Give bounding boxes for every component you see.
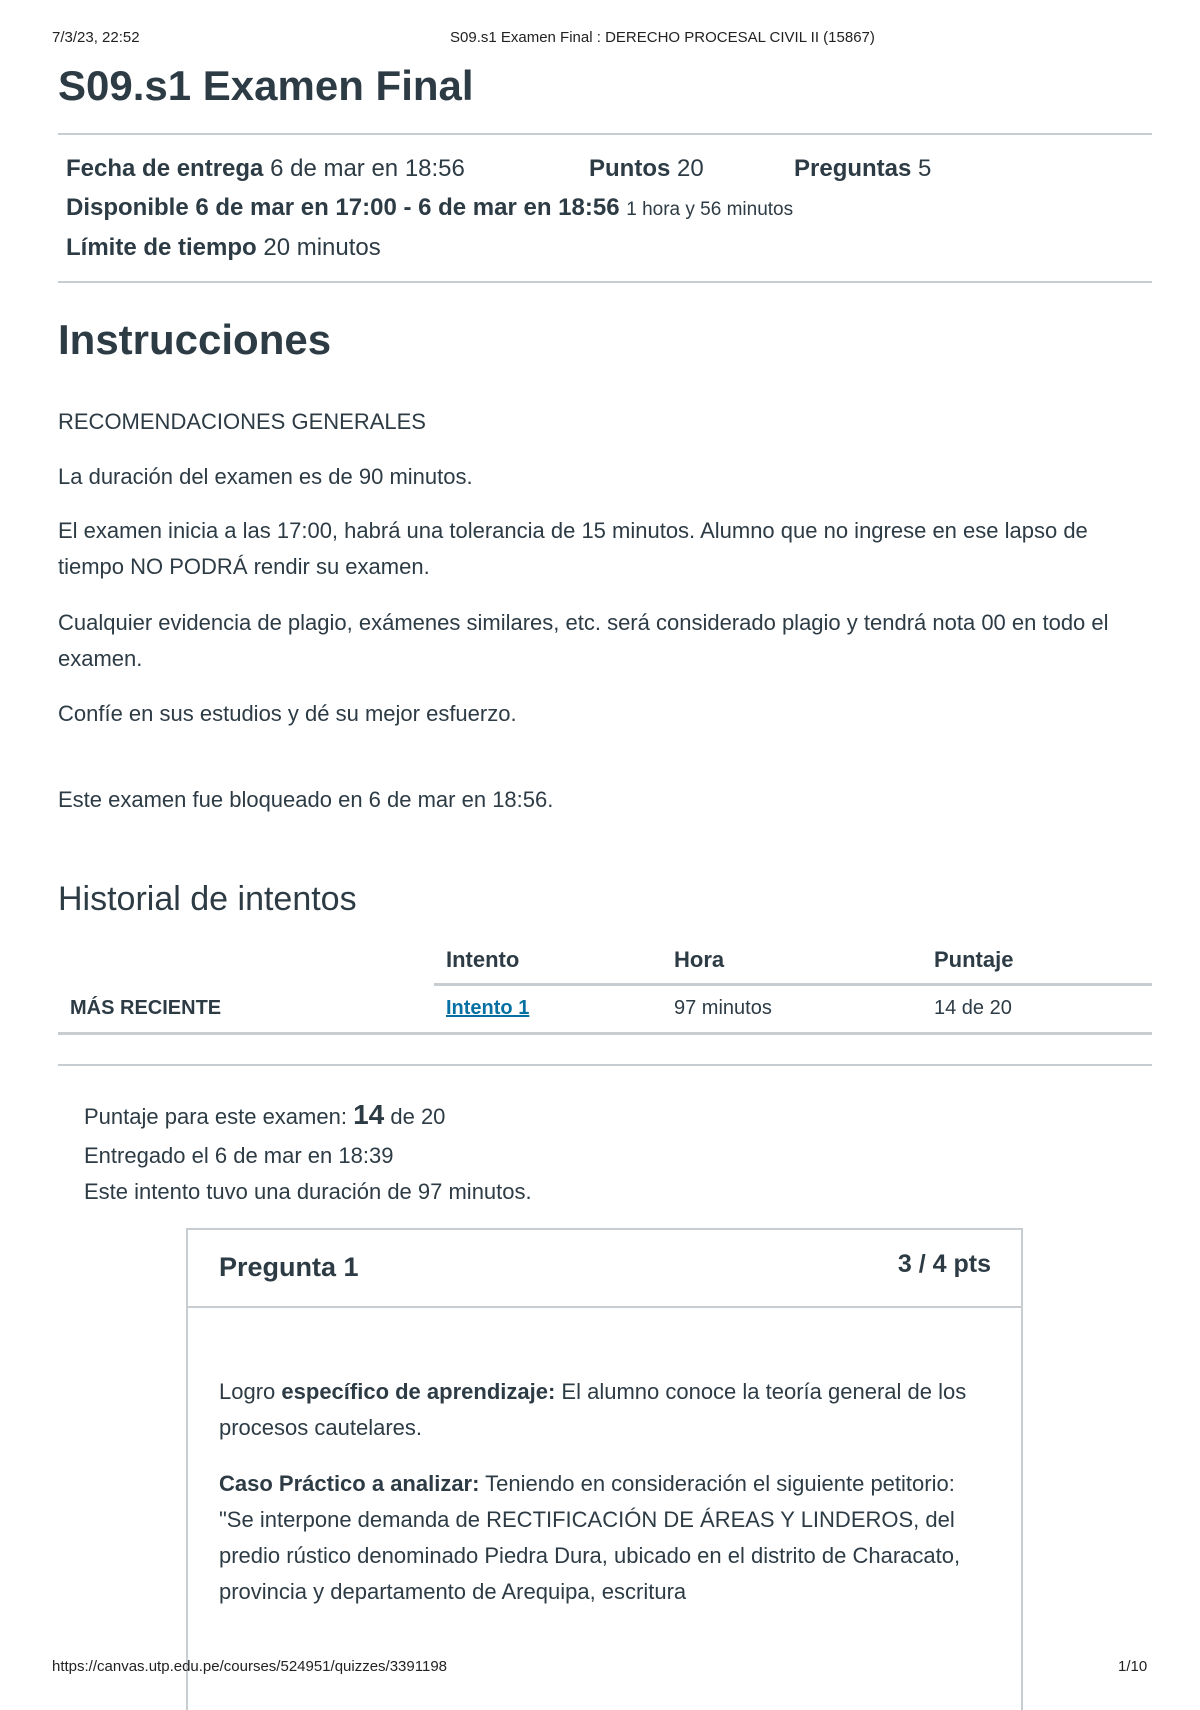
divider [58, 1064, 1152, 1066]
points [589, 155, 704, 183]
time-limit-label: Límite de tiempo [66, 234, 257, 261]
history-heading: Historial de intentos [58, 880, 357, 918]
question-card [186, 1228, 1023, 1710]
instructions-heading: Instrucciones [58, 316, 332, 363]
case-study [219, 1466, 989, 1610]
questions-count [794, 155, 931, 183]
instruction-line: Cualquier evidencia de plagio, exámenes similares, etc. será considerado plagio y tendrá nota 00 en todo el examen. [58, 610, 1109, 671]
goal-label-a: Logro [219, 1379, 276, 1404]
submitted-info: Entregado el 6 de mar en 18:39 [84, 1143, 394, 1168]
divider [58, 133, 1152, 135]
print-page-number: 1/10 [1118, 1658, 1148, 1675]
print-url: https://canvas.utp.edu.pe/courses/524951/quizzes/3391198 [52, 1658, 448, 1675]
attempt-time: 97 minutos [674, 997, 772, 1019]
row-label: MÁS RECIENTE [70, 997, 222, 1019]
col-header-score: Puntaje [934, 947, 1014, 972]
time-limit [66, 234, 381, 262]
questions-label: Preguntas [794, 155, 912, 182]
question-points: 3 / 4 pts [897, 1250, 991, 1278]
divider [58, 281, 1152, 283]
case-label: Caso Práctico a analizar: [219, 1471, 480, 1496]
due-value: 6 de mar en 18:56 [270, 155, 465, 182]
goal-text: El alumno conoce la teoría general de los procesos cautelares. [219, 1379, 967, 1440]
goal-label-b: específico de aprendizaje: [281, 1379, 556, 1404]
available-duration: 1 hora y 56 minutos [626, 199, 794, 220]
print-datetime: 7/3/23, 22:52 [52, 29, 140, 46]
available-label: Disponible [66, 194, 189, 221]
col-header-attempt: Intento [446, 947, 520, 972]
due-label: Fecha de entrega [66, 155, 264, 182]
score-summary [84, 1097, 1178, 1135]
due-date [66, 155, 465, 183]
instruction-line: La duración del examen es de 90 minutos. [58, 464, 473, 489]
question-header [188, 1230, 1021, 1308]
instruction-line: Confíe en sus estudios y dé su mejor esfuerzo. [58, 701, 517, 726]
attempt-score: 14 de 20 [934, 997, 1012, 1019]
duration-info: Este intento tuvo una duración de 97 minutos. [84, 1179, 532, 1204]
locked-notice: Este examen fue bloqueado en 6 de mar en 18:56. [58, 787, 554, 812]
available-value: 6 de mar en 17:00 - 6 de mar en 18:56 [195, 194, 620, 221]
points-label: Puntos [589, 155, 671, 182]
print-doc-title: S09.s1 Examen Final : DERECHO PROCESAL CIVIL II (15867) [450, 29, 875, 46]
score-suffix: de 20 [390, 1104, 446, 1129]
learning-goal [219, 1374, 989, 1446]
attempt-1-link[interactable]: Intento 1 [446, 997, 530, 1019]
questions-value: 5 [918, 155, 932, 182]
table-header-rule [434, 983, 1152, 986]
question-body [219, 1374, 989, 1630]
availability [66, 194, 793, 222]
page-title: S09.s1 Examen Final [58, 62, 474, 109]
instruction-line: RECOMENDACIONES GENERALES [58, 409, 426, 434]
case-text: Teniendo en consideración el siguiente petitorio: "Se interpone demanda de RECTIFICACIÓN DE ÁREAS Y LINDEROS, del predio rústico denominado Piedra Dura, ubicado en el distrito de Characato, provincia y departamento de Arequipa, escritura [219, 1471, 961, 1604]
time-limit-value: 20 minutos [263, 234, 381, 261]
table-bottom-rule [58, 1032, 1152, 1035]
score-value: 14 [353, 1099, 385, 1130]
score-prefix: Puntaje para este examen: [84, 1104, 347, 1129]
col-header-time: Hora [674, 947, 725, 972]
instruction-line: El examen inicia a las 17:00, habrá una tolerancia de 15 minutos. Alumno que no ingrese en ese lapso de tiempo NO PODRÁ rendir su examen. [58, 518, 1088, 579]
points-value: 20 [677, 155, 704, 182]
question-title: Pregunta 1 [219, 1252, 359, 1282]
